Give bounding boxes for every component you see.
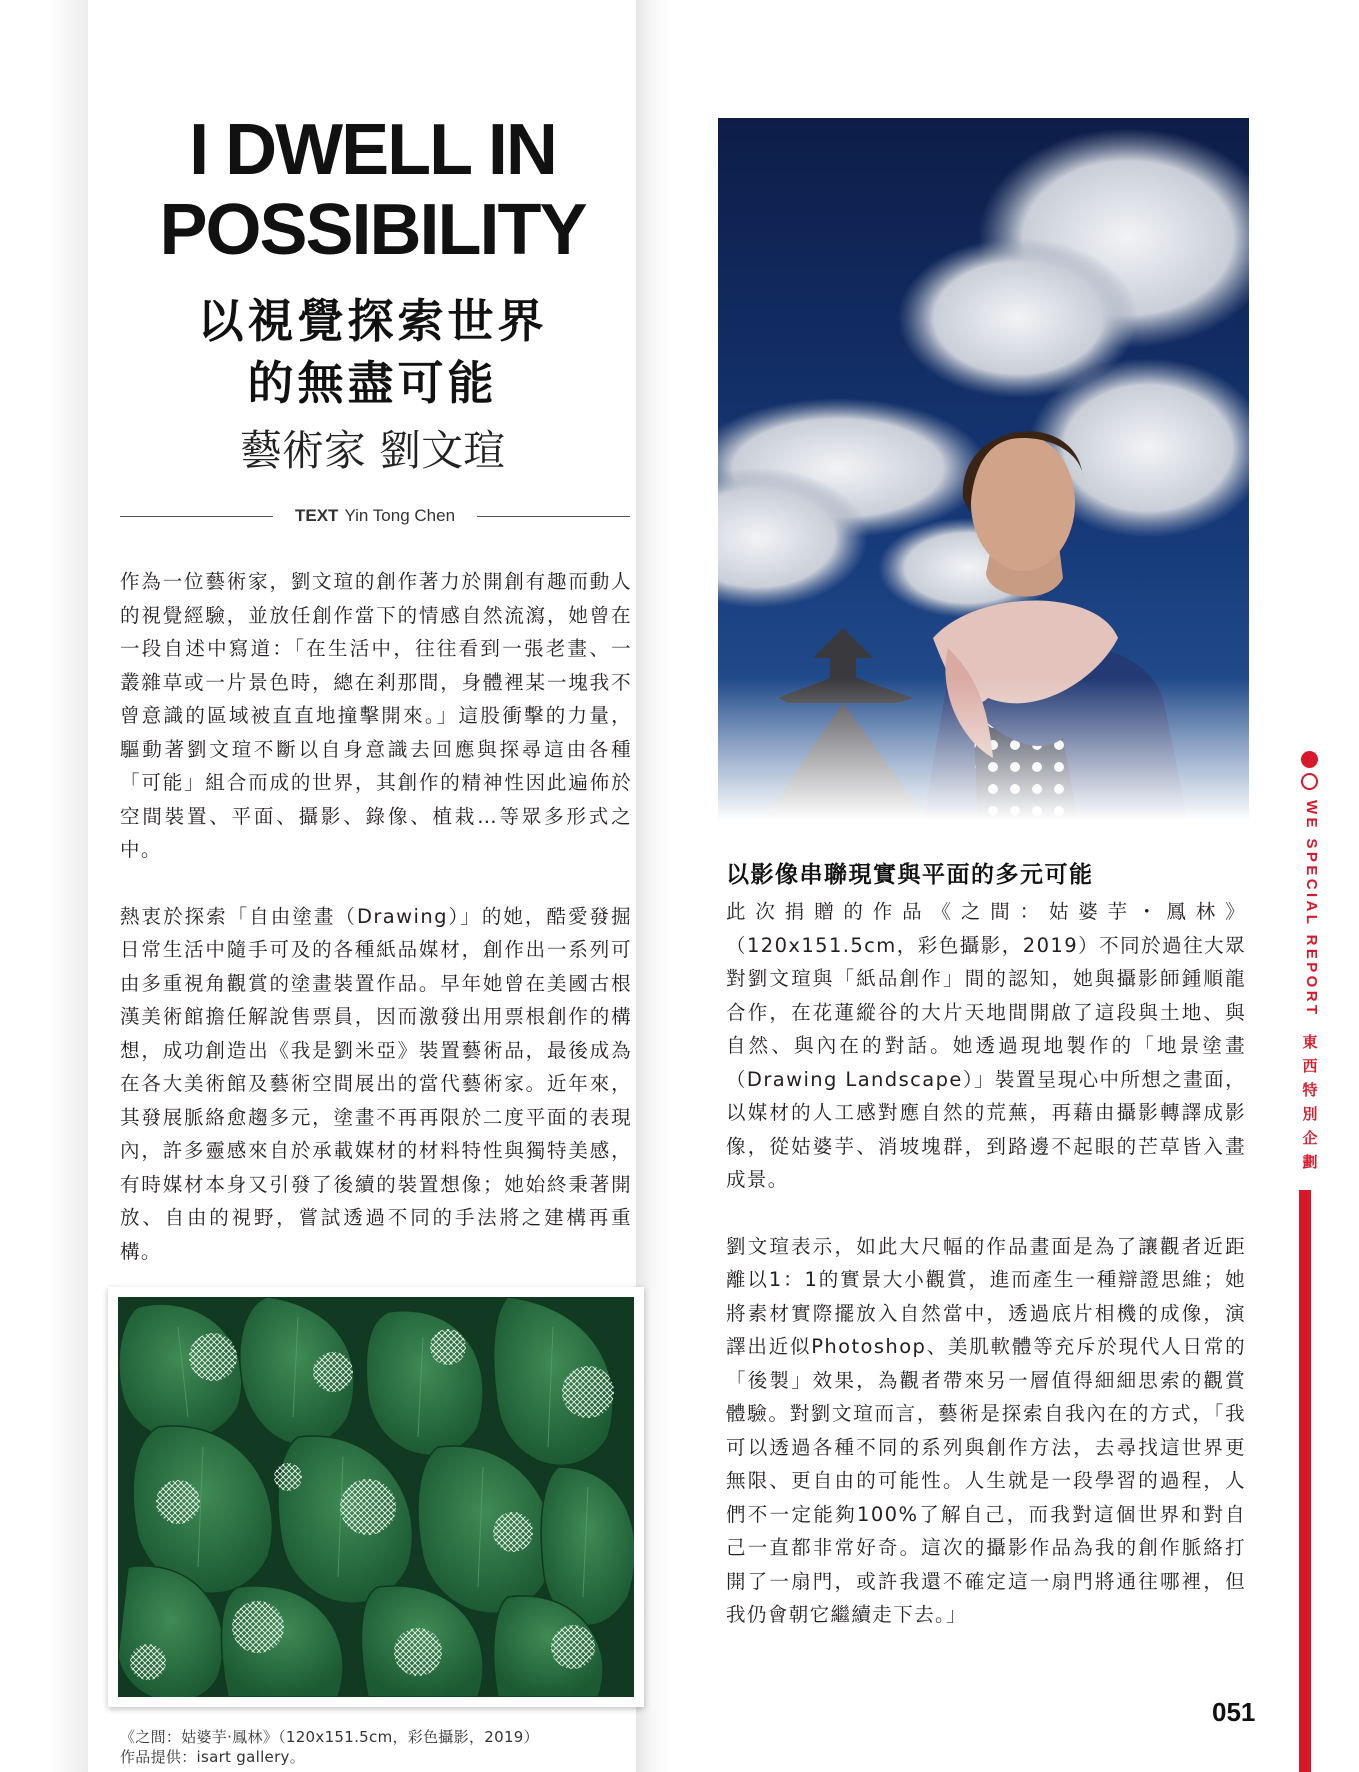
- tab-char: 西: [1302, 1057, 1318, 1075]
- taro-leaves-image: [118, 1297, 634, 1697]
- ring-dot-icon: [1301, 773, 1318, 790]
- body-paragraph: 劉文瑄表示，如此大尺幅的作品畫面是為了讓觀者近距離以1：1的實景大小觀賞，進而產生一種辯證思維；她將素材實際擺放入自然當中，透過底片相機的成像，演譯出近似Photoshop、美肌軟體等充斥於現代人日常的「後製」效果，為觀者帶來另一層值得細細思索的觀賞體驗。對劉文瑄而言，藝術是探索自我內在的方式，「我可以透過各種不同的系列與創作方法，去尋找這世界更無限、更自由的可能性。人生就是一段學習的過程，人們不一定能夠100%了解自己，而我對這個世界和對自己一直都非常好奇。這次的攝影作品為我的創作脈絡打開了一扇門，或許我還不確定這一扇門將通往哪裡，但我仍會朝它繼續走下去。」: [726, 1234, 1246, 1626]
- english-headline: [100, 110, 645, 270]
- artist-name: 藝術家 劉文瑄: [239, 426, 506, 475]
- artist-portrait-photo: [718, 118, 1249, 821]
- photo-caption: [120, 1727, 640, 1767]
- filled-dot-icon: [1301, 751, 1318, 768]
- page-number: 051: [1212, 1697, 1256, 1727]
- byline-author: Yin Tong Chen: [344, 506, 456, 525]
- tab-char: 東: [1302, 1033, 1318, 1051]
- chinese-headline: [100, 290, 645, 414]
- zh-headline-line-1: 以視覺探索世界: [197, 294, 548, 348]
- headline-line-1: I DWELL IN: [189, 110, 556, 190]
- byline-rule-right: [477, 516, 630, 517]
- tab-char: 企: [1302, 1129, 1318, 1147]
- right-column: [726, 895, 1246, 1665]
- body-paragraph: 作為一位藝術家，劉文瑄的創作著力於開創有趣而動人的視覺經驗，並放任創作當下的情感自然流瀉，她曾在一段自述中寫道：「在生活中，往往看到一張老畫、一叢雜草或一片景色時，總在剎那間，身體裡某一塊我不曾意識的區域被直直地撞擊開來。」這股衝擊的力量，驅動著劉文瑄不斷以自身意識去回應與探尋這由各種「可能」組合而成的世界，其創作的精神性因此遍佈於空間裝置、平面、攝影、錄像、植栽…等眾多形式之中。: [120, 570, 632, 861]
- section-tab-chinese: [1299, 1030, 1321, 1174]
- portrait-image: [718, 118, 1249, 821]
- page-gutter-shadow: [0, 0, 88, 1772]
- body-paragraph: 熱衷於探索「自由塗畫（Drawing）」的她，酷愛發掘日常生活中隨手可及的各種紙品媒材，創作出一系列可由多重視角觀賞的塗畫裝置作品。早年她曾在美國古根漢美術館擔任解說售票員，因而激發出用票根創作的構想，成功創造出《我是劉米亞》裝置藝術品，最後成為在各大美術館及藝術空間展出的當代藝術家。近年來，其發展脈絡愈趨多元，塗畫不再再限於二度平面的表現內，許多靈感來自於承載媒材的材料特性與獨特美感，有時媒材本身又引發了後續的裝置想像；她始終秉著開放、自由的視野，嘗試透過不同的手法將之建構再重構。: [120, 904, 632, 1263]
- section-heading: 以影像串聯現實與平面的多元可能: [726, 861, 1094, 888]
- section-tab-bar: [1299, 1190, 1311, 1772]
- left-column: [120, 565, 632, 1301]
- byline: [120, 504, 630, 528]
- artwork-photo-frame: [108, 1287, 644, 1707]
- byline-rule-left: [120, 516, 273, 517]
- artwork-photo: [118, 1297, 634, 1697]
- tab-char: 別: [1302, 1105, 1318, 1123]
- body-paragraph: 此次捐贈的作品《之間：姑婆芋・鳳林》（120x151.5cm，彩色攝影，2019）不同於過往大眾對劉文瑄與「紙品創作」間的認知，她與攝影師鍾順龍合作，在花蓮縱谷的大片天地間開啟了這段與土地、與自然、與內在的對話。她透過現地製作的「地景塗畫（Drawing Landscape）」裝置呈現心中所想之畫面，以媒材的人工感對應自然的荒蕪，再藉由攝影轉譯成影像，從姑婆芋、消坡塊群，到路邊不起眼的芒草皆入畫成景。: [726, 900, 1246, 1191]
- caption-credit: 作品提供：isart gallery。: [120, 1748, 306, 1766]
- tab-char: 劃: [1302, 1153, 1318, 1171]
- byline-text: [273, 506, 477, 526]
- headline-line-2: POSSIBILITY: [159, 190, 586, 270]
- byline-label: TEXT: [294, 506, 339, 525]
- tab-char: 特: [1302, 1081, 1318, 1099]
- zh-headline-line-2: 的無盡可能: [247, 356, 498, 410]
- section-tab-label: WE SPECIAL REPORT: [1303, 800, 1320, 1018]
- caption-title: 《之間：姑婆芋‧鳳林》（120x151.5cm，彩色攝影，2019）: [120, 1728, 539, 1746]
